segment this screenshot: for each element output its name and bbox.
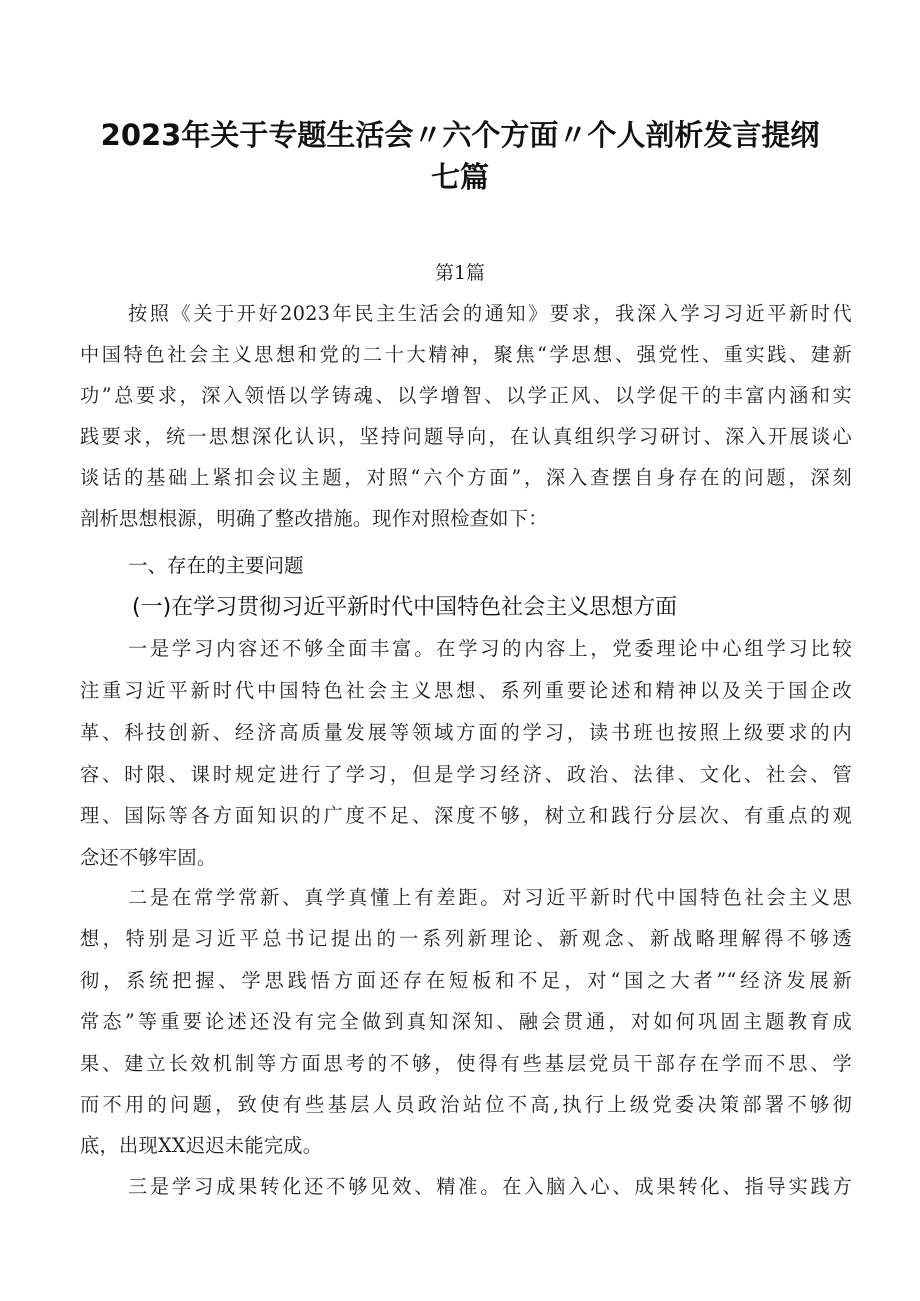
paragraph-line: 功”总要求，深入领悟以学铸魂、以学增智、以学正风、以学促干的丰富内涵和实	[80, 384, 852, 407]
paragraph-line: 果、建立长效机制等方面思考的不够，使得有些基层党员干部存在学而不思、学	[80, 1052, 852, 1075]
document-title-line-2: 七篇	[430, 160, 489, 194]
paragraph-line: 底，出现XX迟迟未能完成。	[80, 1134, 323, 1157]
paragraph-line: 常态”等重要论述还没有完全做到真知深知、融会贯通，对如何巩固主题教育成	[80, 1010, 852, 1033]
paragraph-line: 中国特色社会主义思想和党的二十大精神，聚焦“学思想、强党性、重实践、建新	[80, 343, 852, 366]
paragraph-line: 谈话的基础上紧扣会议主题，对照“六个方面”，深入查摆自身存在的问题，深刻	[80, 466, 852, 489]
paragraph-line: 注重习近平新时代中国特色社会主义思想、系列重要论述和精神以及关于国企改	[80, 679, 852, 702]
document-title-line-1: 2023年关于专题生活会〃六个方面〃个人剖析发言提纲	[100, 118, 820, 152]
paragraph-line: 按照《关于开好2023年民主生活会的通知》要求，我深入学习习近平新时代	[128, 302, 852, 325]
paragraph-line: 剖析思想根源，明确了整改措施。现作对照检查如下：	[80, 507, 548, 530]
paragraph-line: 而不用的问题，致使有些基层人员政治站位不高,执行上级党委决策部署不够彻	[80, 1093, 852, 1116]
paragraph-line: 一是学习内容还不够全面丰富。在学习的内容上，党委理论中心组学习比较	[128, 637, 852, 660]
paragraph-line: 革、科技创新、经济高质量发展等领域方面的学习，读书班也按照上级要求的内	[80, 721, 852, 744]
paragraph-line: 践要求，统一思想深化认识，坚持问题导向，在认真组织学习研讨、深入开展谈心	[80, 425, 852, 448]
paragraph-line: 念还不够牢固。	[80, 846, 217, 869]
paragraph-line: 三是学习成果转化还不够见效、精准。在入脑入心、成果转化、指导实践方	[128, 1175, 852, 1198]
chapter-heading: 第1篇	[434, 262, 486, 284]
paragraph-line: 二是在常学常新、真学真懂上有差距。对习近平新时代中国特色社会主义思	[128, 886, 852, 909]
paragraph-line: 彻，系统把握、学思践悟方面还存在短板和不足，对“国之大者”“经济发展新	[80, 969, 852, 992]
subsection-heading: (一)在学习贯彻习近平新时代中国特色社会主义思想方面	[132, 595, 678, 620]
paragraph-line: 理、国际等各方面知识的广度不足、深度不够，树立和践行分层次、有重点的观	[80, 804, 852, 827]
paragraph-line: 容、时限、课时规定进行了学习，但是学习经济、政治、法律、文化、社会、管	[80, 763, 852, 786]
paragraph-line: 想，特别是习近平总书记提出的一系列新理论、新观念、新战略理解得不够透	[80, 927, 852, 950]
section-heading: 一、存在的主要问题	[128, 554, 304, 577]
